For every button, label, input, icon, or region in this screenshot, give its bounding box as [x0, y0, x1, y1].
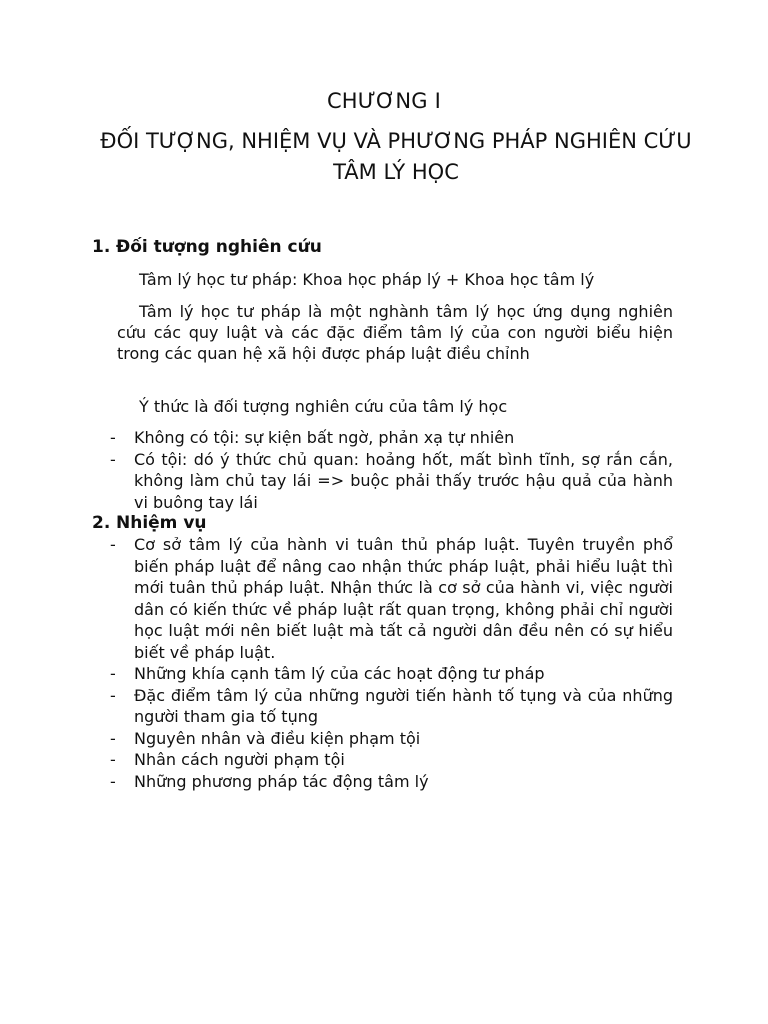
list-item	[110, 663, 673, 685]
paragraph: Tâm lý học tư pháp: Khoa học pháp lý + Khoa học tâm lý	[139, 270, 595, 289]
bullet-dash: -	[110, 728, 116, 748]
list-item-text: Không có tội: sự kiện bất ngờ, phản xạ tự nhiên	[134, 428, 515, 447]
chapter-label: CHƯƠNG I	[326, 89, 442, 113]
paragraph: Ý thức là đối tượng nghiên cứu của tâm lý học	[139, 397, 508, 416]
bullet-dash: -	[110, 771, 116, 791]
list-item	[110, 749, 673, 771]
section-1-heading	[92, 237, 322, 258]
list-item-text: Nhân cách người phạm tội	[134, 750, 345, 769]
list-item	[110, 685, 673, 728]
page-title: ĐỐI TƯỢNG, NHIỆM VỤ VÀ PHƯƠNG PHÁP NGHIÊN CỨU TÂM LÝ HỌC	[100, 129, 692, 184]
bullet-dash: -	[110, 664, 116, 683]
section-2-bullet-list	[110, 534, 673, 792]
section-1-title: Đối tượng nghiên cứu	[116, 237, 322, 257]
section-2-number: 2.	[92, 513, 111, 533]
list-item-text: Có tội: dó ý thức chủ quan: hoảng hốt, mất bình tĩnh, sợ rắn cắn, không làm chủ tay lái => buộc phải thấy trước hậu quả của hành vi buông tay lái	[134, 449, 673, 512]
list-item-text: Nguyên nhân và điều kiện phạm tội	[134, 728, 421, 748]
list-item-text: Đặc điểm tâm lý của những người tiến hành tố tụng và của những người tham gia tố tụng	[134, 685, 673, 726]
bullet-dash: -	[110, 428, 116, 447]
list-item	[110, 534, 673, 663]
bullet-dash: -	[110, 449, 116, 469]
section-1-number: 1.	[92, 237, 111, 257]
list-item	[110, 427, 673, 449]
list-item-text: Cơ sở tâm lý của hành vi tuân thủ pháp luật. Tuyên truyền phổ biến pháp luật để nâng cao nhận thức pháp luật, phải hiểu luật thì mới tuân thủ pháp luật. Nhận thức là cơ sở của hành vi, việc người dân có kiến thức về pháp luật rất quan trọng, không phải chỉ người học luật mới nên biết luật mà tất cả người dân đều nên có sự hiểu biết về pháp luật.	[134, 535, 673, 662]
list-item-text: Những khía cạnh tâm lý của các hoạt động tư pháp	[134, 664, 545, 683]
bullet-dash: -	[110, 685, 116, 705]
list-item-text: Những phương pháp tác động tâm lý	[134, 771, 429, 791]
section-2-title: Nhiệm vụ	[116, 513, 207, 533]
list-item	[110, 728, 673, 750]
bullet-dash: -	[110, 750, 116, 769]
section-2-heading	[92, 513, 207, 534]
list-item	[110, 771, 673, 793]
section-1-bullet-list	[110, 427, 673, 513]
bullet-dash: -	[110, 535, 116, 554]
list-item	[110, 449, 673, 514]
paragraph: Tâm lý học tư pháp là một nghành tâm lý học ứng dụng nghiên cứu các quy luật và các đặc điểm tâm lý của con người biểu hiện trong các quan hệ xã hội được pháp luật điều chỉnh	[117, 302, 673, 363]
